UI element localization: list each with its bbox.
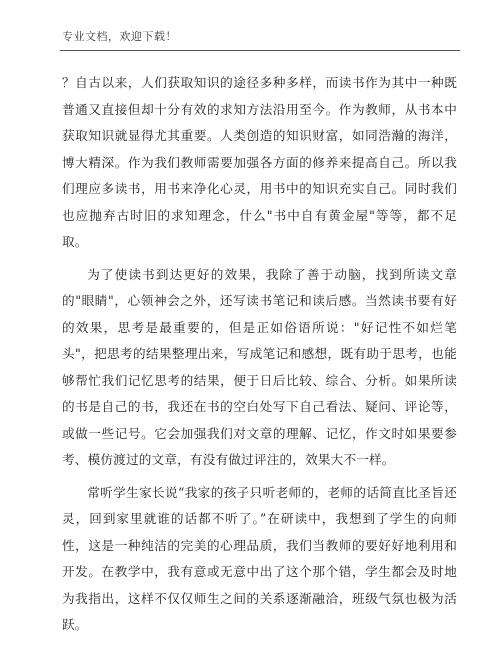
paragraph-3: 常听学生家长说“我家的孩子只听老师的，老师的话简直比圣旨还灵，回到家里就谁的话都不听了。”在研读中，我想到了学生的向师性，这是一种纯洁的完美的心理品质，我们当教师的要好好地利用和开发。在教学中，我有意或无意中出了这个那个错，学生都会及时地为我指出，这样不仅仅师生之间的关系逐渐融洽，班级气氛也极为活跃。 xyxy=(62,484,457,632)
document-header: 专业文档，欢迎下载！ xyxy=(62,30,177,43)
paragraph-2: 为了使读书到达更好的效果，我除了善于动脑，找到所读文章的"眼睛"，心领神会之外，还写读书笔记和读后感。当然读书要有好的效果，思考是最重要的，但是正如俗语所说："好记性不如烂笔头"，把思考的结果整理出来，写成笔记和感想，既有助于思考，也能够帮忙我们记忆思考的结果，便于日后比较、综合、分析。如果所读的书是自己的书，我还在书的空白处写下自己看法、疑问、评论等，或做一些记号。它会加强我们对文章的理解、记忆，作文时如果要参考、模仿渡过的文章，有没有做过评注的，效果大不一样。 xyxy=(62,266,457,467)
header-divider xyxy=(60,50,460,51)
document-body xyxy=(62,70,457,645)
paragraph-1: ？自古以来，人们获取知识的途径多种多样，而读书作为其中一种既普通又直接但却十分有效的求知方法沿用至今。作为教师，从书本中获取知识就显得尤其重要。人类创造的知识财富，如同浩瀚的海洋，博大精深。作为我们教师需要加强各方面的修养来提高自己。所以我们理应多读书，用书来净化心灵，用书中的知识充实自己。同时我们也应抛弃古时旧的求知理念，什么"书中自有黄金屋"等等，都不足取。 xyxy=(62,75,457,249)
